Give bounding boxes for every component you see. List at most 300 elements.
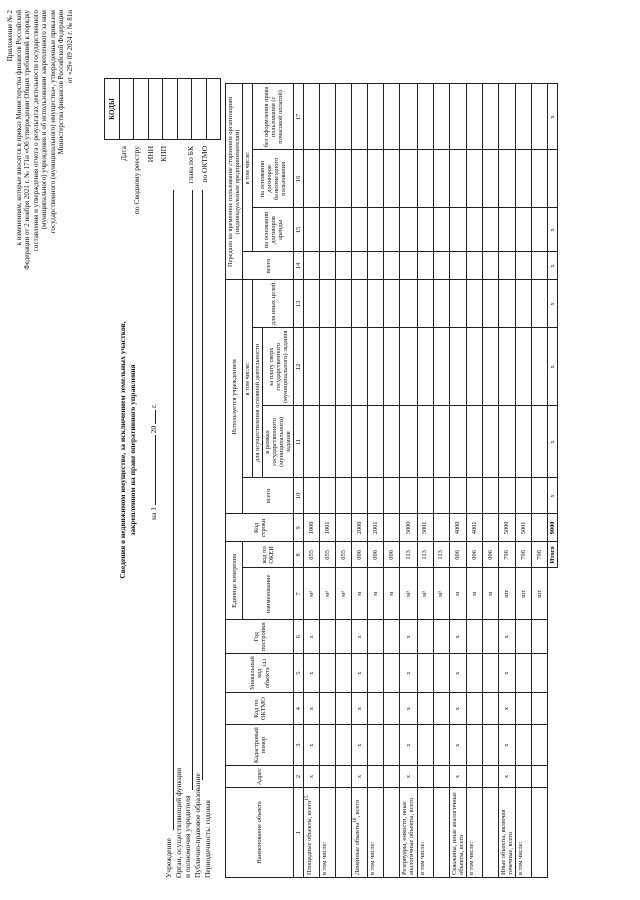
- row-name: [498, 788, 515, 878]
- row-name: [482, 788, 498, 878]
- cell-col-10[interactable]: [482, 478, 498, 514]
- cell-col-10[interactable]: [368, 478, 384, 514]
- cell-okei: 796: [531, 542, 547, 568]
- cell-row-code: [482, 514, 498, 542]
- cell-col-16[interactable]: [449, 150, 466, 208]
- code-cell-inn[interactable]: [148, 79, 163, 140]
- cell-col-2[interactable]: [466, 766, 482, 788]
- cell-col-11[interactable]: [304, 406, 320, 478]
- cell-unit-name: м²: [320, 568, 336, 620]
- cell-col-6[interactable]: [531, 620, 547, 654]
- cell-row-code: [336, 514, 352, 542]
- hdr-transferred-incl: в том числе:: [243, 84, 253, 252]
- code-cell-date[interactable]: [119, 79, 134, 140]
- cell-okei: 055: [320, 542, 336, 568]
- row-name-text: Иные объекты, включая точечные, всего: [499, 809, 514, 875]
- cell-col-11[interactable]: [531, 406, 547, 478]
- cell-col-12[interactable]: [449, 328, 466, 406]
- date-mid: 20: [149, 425, 158, 434]
- column-number: 11: [294, 406, 304, 478]
- cell-col-4[interactable]: [482, 693, 498, 725]
- cell-col-6[interactable]: [384, 620, 400, 654]
- cell-col-13[interactable]: [384, 280, 400, 328]
- cell-col-12[interactable]: [336, 328, 352, 406]
- row-name: [320, 788, 336, 878]
- cell-col-13[interactable]: [515, 280, 531, 328]
- code-cell-oktmo[interactable]: [206, 79, 221, 140]
- cell-col-11[interactable]: [352, 406, 368, 478]
- cell-col-3[interactable]: [368, 725, 384, 766]
- cell-col-17[interactable]: [466, 84, 482, 150]
- cell-col-10[interactable]: [449, 478, 466, 514]
- row-name-text: в том числе:: [467, 841, 475, 875]
- cell-col-4: x: [400, 693, 417, 725]
- cell-col-15[interactable]: [400, 208, 417, 252]
- total-empty: [547, 788, 557, 878]
- cell-col-4[interactable]: [515, 693, 531, 725]
- cell-col-6: x: [352, 620, 368, 654]
- cell-col-13[interactable]: [400, 280, 417, 328]
- cell-col-13[interactable]: [531, 280, 547, 328]
- cell-col-16[interactable]: [336, 150, 352, 208]
- cell-col-15[interactable]: [304, 208, 320, 252]
- codes-table: [104, 78, 221, 140]
- cell-unit-name: м: [482, 568, 498, 620]
- cell-col-5[interactable]: [417, 654, 433, 693]
- table-row: [304, 84, 320, 878]
- cell-col-15[interactable]: [466, 208, 482, 252]
- cell-col-12[interactable]: [368, 328, 384, 406]
- table-body: [304, 84, 557, 878]
- report-date: [150, 404, 159, 520]
- total-label: Итого: [547, 542, 557, 568]
- cell-col-15[interactable]: [352, 208, 368, 252]
- row-name-text: в том числе:: [321, 841, 329, 875]
- ppo-field[interactable]: [202, 190, 203, 780]
- row-name-text: в том числе:: [369, 841, 377, 875]
- cell-col-11[interactable]: [433, 406, 449, 478]
- cell-col-2[interactable]: [515, 766, 531, 788]
- appendix-line: к изменениям, которые вносятся в приказ Министерства финансов Российской: [14, 10, 23, 246]
- cell-col-2[interactable]: [368, 766, 384, 788]
- cell-col-11[interactable]: [368, 406, 384, 478]
- cell-col-14[interactable]: [433, 252, 449, 280]
- cell-col-17[interactable]: [352, 84, 368, 150]
- cell-unit-name: м³: [433, 568, 449, 620]
- cell-col-5[interactable]: [336, 654, 352, 693]
- cell-col-10[interactable]: [304, 478, 320, 514]
- hdr-free-use: на основании договоров безвозмездного пользования: [253, 150, 294, 208]
- cell-col-15[interactable]: [498, 208, 515, 252]
- cell-row-code: 1001: [320, 514, 336, 542]
- cell-col-14[interactable]: [384, 252, 400, 280]
- cell-col-12[interactable]: [498, 328, 515, 406]
- code-cell-kpp[interactable]: [163, 79, 178, 140]
- cell-col-11[interactable]: [384, 406, 400, 478]
- cell-col-16[interactable]: [352, 150, 368, 208]
- cell-col-5[interactable]: [466, 654, 482, 693]
- total-empty: [547, 568, 557, 620]
- cell-col-10[interactable]: [466, 478, 482, 514]
- cell-col-4[interactable]: [531, 693, 547, 725]
- column-number: 13: [294, 280, 304, 328]
- table-row: [336, 84, 352, 878]
- column-number: 14: [294, 252, 304, 280]
- cell-okei: 113: [400, 542, 417, 568]
- total-empty: [547, 620, 557, 654]
- cell-col-10[interactable]: [531, 478, 547, 514]
- cell-row-code: [433, 514, 449, 542]
- hdr-unique: [226, 654, 294, 693]
- cell-okei: 796: [515, 542, 531, 568]
- cell-col-13[interactable]: [336, 280, 352, 328]
- cell-col-14[interactable]: [482, 252, 498, 280]
- cell-col-12[interactable]: [466, 328, 482, 406]
- cell-col-15[interactable]: [417, 208, 433, 252]
- total-col-14: x: [547, 252, 557, 280]
- cell-col-14[interactable]: [368, 252, 384, 280]
- cell-row-code: 5001: [515, 514, 531, 542]
- cell-col-14[interactable]: [304, 252, 320, 280]
- cell-col-13[interactable]: [417, 280, 433, 328]
- total-col-17: x: [547, 84, 557, 150]
- cell-col-12[interactable]: [433, 328, 449, 406]
- row-name: [531, 788, 547, 878]
- label-oktmo: по ОКТМО: [199, 146, 209, 183]
- cell-col-3[interactable]: [466, 725, 482, 766]
- cell-col-4[interactable]: [417, 693, 433, 725]
- cell-unit-name: м²: [336, 568, 352, 620]
- cell-col-3: x: [400, 725, 417, 766]
- cell-col-6: x: [449, 620, 466, 654]
- cell-col-6[interactable]: [320, 620, 336, 654]
- label-period: Периодичность: годовая: [203, 800, 212, 878]
- cell-col-13[interactable]: [449, 280, 466, 328]
- cell-unit-name: м: [449, 568, 466, 620]
- cell-col-15[interactable]: [336, 208, 352, 252]
- cell-col-10[interactable]: [515, 478, 531, 514]
- cell-col-17[interactable]: [336, 84, 352, 150]
- cell-col-3[interactable]: [336, 725, 352, 766]
- column-number: 16: [294, 150, 304, 208]
- row-name-text: Резервуары, емкости, иные аналогичные объекты, всего: [401, 797, 416, 875]
- cell-col-15[interactable]: [320, 208, 336, 252]
- cell-okei: 006: [368, 542, 384, 568]
- cell-col-4[interactable]: [466, 693, 482, 725]
- cell-unit-name: шт: [515, 568, 531, 620]
- cell-col-3[interactable]: [417, 725, 433, 766]
- cell-col-2[interactable]: [320, 766, 336, 788]
- total-col-16[interactable]: [547, 150, 557, 208]
- cell-col-14[interactable]: [515, 252, 531, 280]
- cell-row-code: 2000: [352, 514, 368, 542]
- row-name: [433, 788, 449, 878]
- cell-col-12[interactable]: [304, 328, 320, 406]
- cell-col-3[interactable]: [515, 725, 531, 766]
- cell-col-14[interactable]: [417, 252, 433, 280]
- hdr-units: Единица измерения: [226, 542, 243, 620]
- label-ppo: Публично-правовое образование: [193, 773, 202, 878]
- table-row: [515, 84, 531, 878]
- cell-col-2: x: [498, 766, 515, 788]
- cell-col-15[interactable]: [368, 208, 384, 252]
- row-name: [368, 788, 384, 878]
- cell-col-14[interactable]: [531, 252, 547, 280]
- cell-col-16[interactable]: [368, 150, 384, 208]
- cell-col-13[interactable]: [304, 280, 320, 328]
- table-row: [466, 84, 482, 878]
- cell-col-17[interactable]: [531, 84, 547, 150]
- cell-col-17[interactable]: [320, 84, 336, 150]
- cell-col-17[interactable]: [482, 84, 498, 150]
- cell-okei: 006: [482, 542, 498, 568]
- cell-col-17[interactable]: [400, 84, 417, 150]
- total-empty: [547, 766, 557, 788]
- cell-col-16[interactable]: [531, 150, 547, 208]
- cell-col-11[interactable]: [417, 406, 433, 478]
- cell-col-16[interactable]: [400, 150, 417, 208]
- cell-col-6: x: [498, 620, 515, 654]
- cell-col-16[interactable]: [482, 150, 498, 208]
- cell-col-13[interactable]: [352, 280, 368, 328]
- cell-col-12[interactable]: [384, 328, 400, 406]
- code-cell-bk[interactable]: [192, 79, 207, 140]
- cell-col-17[interactable]: [368, 84, 384, 150]
- cell-col-5[interactable]: [482, 654, 498, 693]
- cell-col-11[interactable]: [400, 406, 417, 478]
- row-name-footnote: 16: [352, 817, 359, 823]
- cell-col-6[interactable]: [466, 620, 482, 654]
- cell-unit-name: м: [368, 568, 384, 620]
- cell-col-12[interactable]: [531, 328, 547, 406]
- cell-col-5[interactable]: [384, 654, 400, 693]
- cell-col-14[interactable]: [400, 252, 417, 280]
- cell-col-2: x: [449, 766, 466, 788]
- cell-col-16[interactable]: [515, 150, 531, 208]
- cell-col-2[interactable]: [336, 766, 352, 788]
- total-col-10: x: [547, 478, 557, 514]
- cell-col-13[interactable]: [482, 280, 498, 328]
- cell-col-15[interactable]: [515, 208, 531, 252]
- cell-col-6[interactable]: [433, 620, 449, 654]
- cell-row-code: 3001: [417, 514, 433, 542]
- label-institution: Учреждение: [164, 838, 173, 878]
- date-blank[interactable]: [155, 435, 156, 505]
- cell-col-15[interactable]: [433, 208, 449, 252]
- cell-col-10[interactable]: [498, 478, 515, 514]
- cell-col-17[interactable]: [304, 84, 320, 150]
- column-number: 17: [294, 84, 304, 150]
- row-name: [352, 788, 368, 878]
- cell-col-16[interactable]: [417, 150, 433, 208]
- table-row: [368, 84, 384, 878]
- code-cell-registry[interactable]: [134, 79, 149, 140]
- cell-col-3[interactable]: [433, 725, 449, 766]
- cell-unit-name: шт: [531, 568, 547, 620]
- cell-col-16[interactable]: [304, 150, 320, 208]
- cell-col-11[interactable]: [482, 406, 498, 478]
- cell-col-16[interactable]: [320, 150, 336, 208]
- hdr-no-docs: без оформления права пользования (с почасовой оплатой): [253, 84, 294, 150]
- cell-col-3[interactable]: [531, 725, 547, 766]
- cell-col-11[interactable]: [336, 406, 352, 478]
- cell-row-code: 4001: [466, 514, 482, 542]
- cell-col-13[interactable]: [368, 280, 384, 328]
- cell-col-10[interactable]: [384, 478, 400, 514]
- cell-col-14[interactable]: [352, 252, 368, 280]
- cell-col-15[interactable]: [531, 208, 547, 252]
- cell-col-14[interactable]: [466, 252, 482, 280]
- cell-col-2[interactable]: [531, 766, 547, 788]
- cell-col-12[interactable]: [417, 328, 433, 406]
- table-row: [384, 84, 400, 878]
- cell-col-5[interactable]: [368, 654, 384, 693]
- cell-col-11[interactable]: [466, 406, 482, 478]
- cell-col-12[interactable]: [320, 328, 336, 406]
- institution-field[interactable]: [173, 190, 174, 830]
- cell-col-3[interactable]: [384, 725, 400, 766]
- cell-col-4[interactable]: [368, 693, 384, 725]
- cell-row-code: [531, 514, 547, 542]
- organ-field[interactable]: [192, 190, 193, 790]
- cell-col-16[interactable]: [384, 150, 400, 208]
- cell-col-14[interactable]: [320, 252, 336, 280]
- cell-col-15[interactable]: [482, 208, 498, 252]
- table-row: [498, 84, 515, 878]
- cell-col-11[interactable]: [498, 406, 515, 478]
- cell-col-4[interactable]: [433, 693, 449, 725]
- cell-col-5[interactable]: [515, 654, 531, 693]
- row-name: [384, 788, 400, 878]
- table-row: [433, 84, 449, 878]
- cell-col-10[interactable]: [433, 478, 449, 514]
- column-number: 4: [294, 693, 304, 725]
- cell-col-6[interactable]: [417, 620, 433, 654]
- cell-col-14[interactable]: [336, 252, 352, 280]
- appendix-line: составления и утверждения отчета о результатах деятельности государственного: [31, 10, 40, 252]
- hdr-unit-name: наименование: [243, 568, 294, 620]
- cell-col-17[interactable]: [449, 84, 466, 150]
- appendix-line: (муниципального) учреждения и об использовании закрепленного за ним: [40, 10, 49, 230]
- code-cell-blank[interactable]: [177, 79, 192, 140]
- year-blank[interactable]: [155, 410, 156, 424]
- cell-col-2: x: [400, 766, 417, 788]
- cell-col-3[interactable]: [320, 725, 336, 766]
- cell-col-11[interactable]: [515, 406, 531, 478]
- cell-col-13[interactable]: [466, 280, 482, 328]
- cell-row-code: 1000: [304, 514, 320, 542]
- cell-okei: 796: [498, 542, 515, 568]
- label-organ: Орган, осуществляющий функции: [174, 767, 183, 878]
- cell-col-6[interactable]: [368, 620, 384, 654]
- cell-col-6: x: [400, 620, 417, 654]
- cell-col-3: x: [304, 725, 320, 766]
- cell-col-3[interactable]: [482, 725, 498, 766]
- cell-okei: 055: [336, 542, 352, 568]
- cell-col-5[interactable]: [531, 654, 547, 693]
- cell-col-17[interactable]: [417, 84, 433, 150]
- cell-col-12[interactable]: [515, 328, 531, 406]
- cell-col-12[interactable]: [352, 328, 368, 406]
- cell-col-5[interactable]: [320, 654, 336, 693]
- row-name: [400, 788, 417, 878]
- cell-col-15[interactable]: [384, 208, 400, 252]
- cell-col-10[interactable]: [320, 478, 336, 514]
- cell-col-11[interactable]: [449, 406, 466, 478]
- appendix-header: [6, 10, 74, 340]
- cell-row-code: 4000: [449, 514, 466, 542]
- cell-unit-name: м²: [304, 568, 320, 620]
- cell-col-2[interactable]: [384, 766, 400, 788]
- cell-col-14[interactable]: [498, 252, 515, 280]
- cell-col-2[interactable]: [482, 766, 498, 788]
- form-title: [118, 230, 138, 670]
- cell-col-2[interactable]: [433, 766, 449, 788]
- cell-col-5: x: [498, 654, 515, 693]
- cell-col-17[interactable]: [433, 84, 449, 150]
- hdr-used-total: всего: [243, 478, 294, 514]
- cell-unit-name: м: [384, 568, 400, 620]
- cell-col-11[interactable]: [320, 406, 336, 478]
- codes-labels: [106, 146, 214, 214]
- cell-col-17[interactable]: [498, 84, 515, 150]
- cell-col-4[interactable]: [336, 693, 352, 725]
- cell-col-17[interactable]: [515, 84, 531, 150]
- column-number: 9: [294, 514, 304, 542]
- row-name-suffix: , всего: [354, 799, 362, 818]
- cell-col-10[interactable]: [417, 478, 433, 514]
- cell-col-17[interactable]: [384, 84, 400, 150]
- cell-row-code: 2001: [368, 514, 384, 542]
- hdr-year: Год постройки: [226, 620, 294, 654]
- cell-col-6[interactable]: [515, 620, 531, 654]
- cell-col-16[interactable]: [466, 150, 482, 208]
- cell-col-14[interactable]: [449, 252, 466, 280]
- cell-col-13[interactable]: [498, 280, 515, 328]
- cell-col-16[interactable]: [433, 150, 449, 208]
- hdr-unit-code: код по ОКЕИ: [243, 542, 294, 568]
- cell-col-10[interactable]: [400, 478, 417, 514]
- cell-col-12[interactable]: [482, 328, 498, 406]
- row-name-text: в том числе:: [418, 841, 426, 875]
- cell-col-4[interactable]: [384, 693, 400, 725]
- cell-col-15[interactable]: [449, 208, 466, 252]
- hdr-rent: на основании договоров аренды: [253, 208, 294, 252]
- cell-okei: 006: [384, 542, 400, 568]
- cell-col-10[interactable]: [352, 478, 368, 514]
- table-row: [449, 84, 466, 878]
- cell-col-16[interactable]: [498, 150, 515, 208]
- appendix-line: Приложение № 2: [6, 10, 14, 62]
- cell-col-2[interactable]: [417, 766, 433, 788]
- row-name-text: в том числе:: [516, 841, 524, 875]
- cell-col-13[interactable]: [433, 280, 449, 328]
- cell-col-6[interactable]: [482, 620, 498, 654]
- row-name: [336, 788, 352, 878]
- cell-col-10[interactable]: [336, 478, 352, 514]
- cell-col-4[interactable]: [320, 693, 336, 725]
- cell-col-13[interactable]: [320, 280, 336, 328]
- row-name: [449, 788, 466, 878]
- hdr-oktmo: Код по ОКТМО: [226, 693, 294, 725]
- cell-col-12[interactable]: [400, 328, 417, 406]
- total-col-15: x: [547, 208, 557, 252]
- cell-col-5[interactable]: [433, 654, 449, 693]
- cell-col-6[interactable]: [336, 620, 352, 654]
- column-number: 6: [294, 620, 304, 654]
- table-row: [320, 84, 336, 878]
- appendix-line: Министерства финансов Российской Федерации: [57, 10, 66, 155]
